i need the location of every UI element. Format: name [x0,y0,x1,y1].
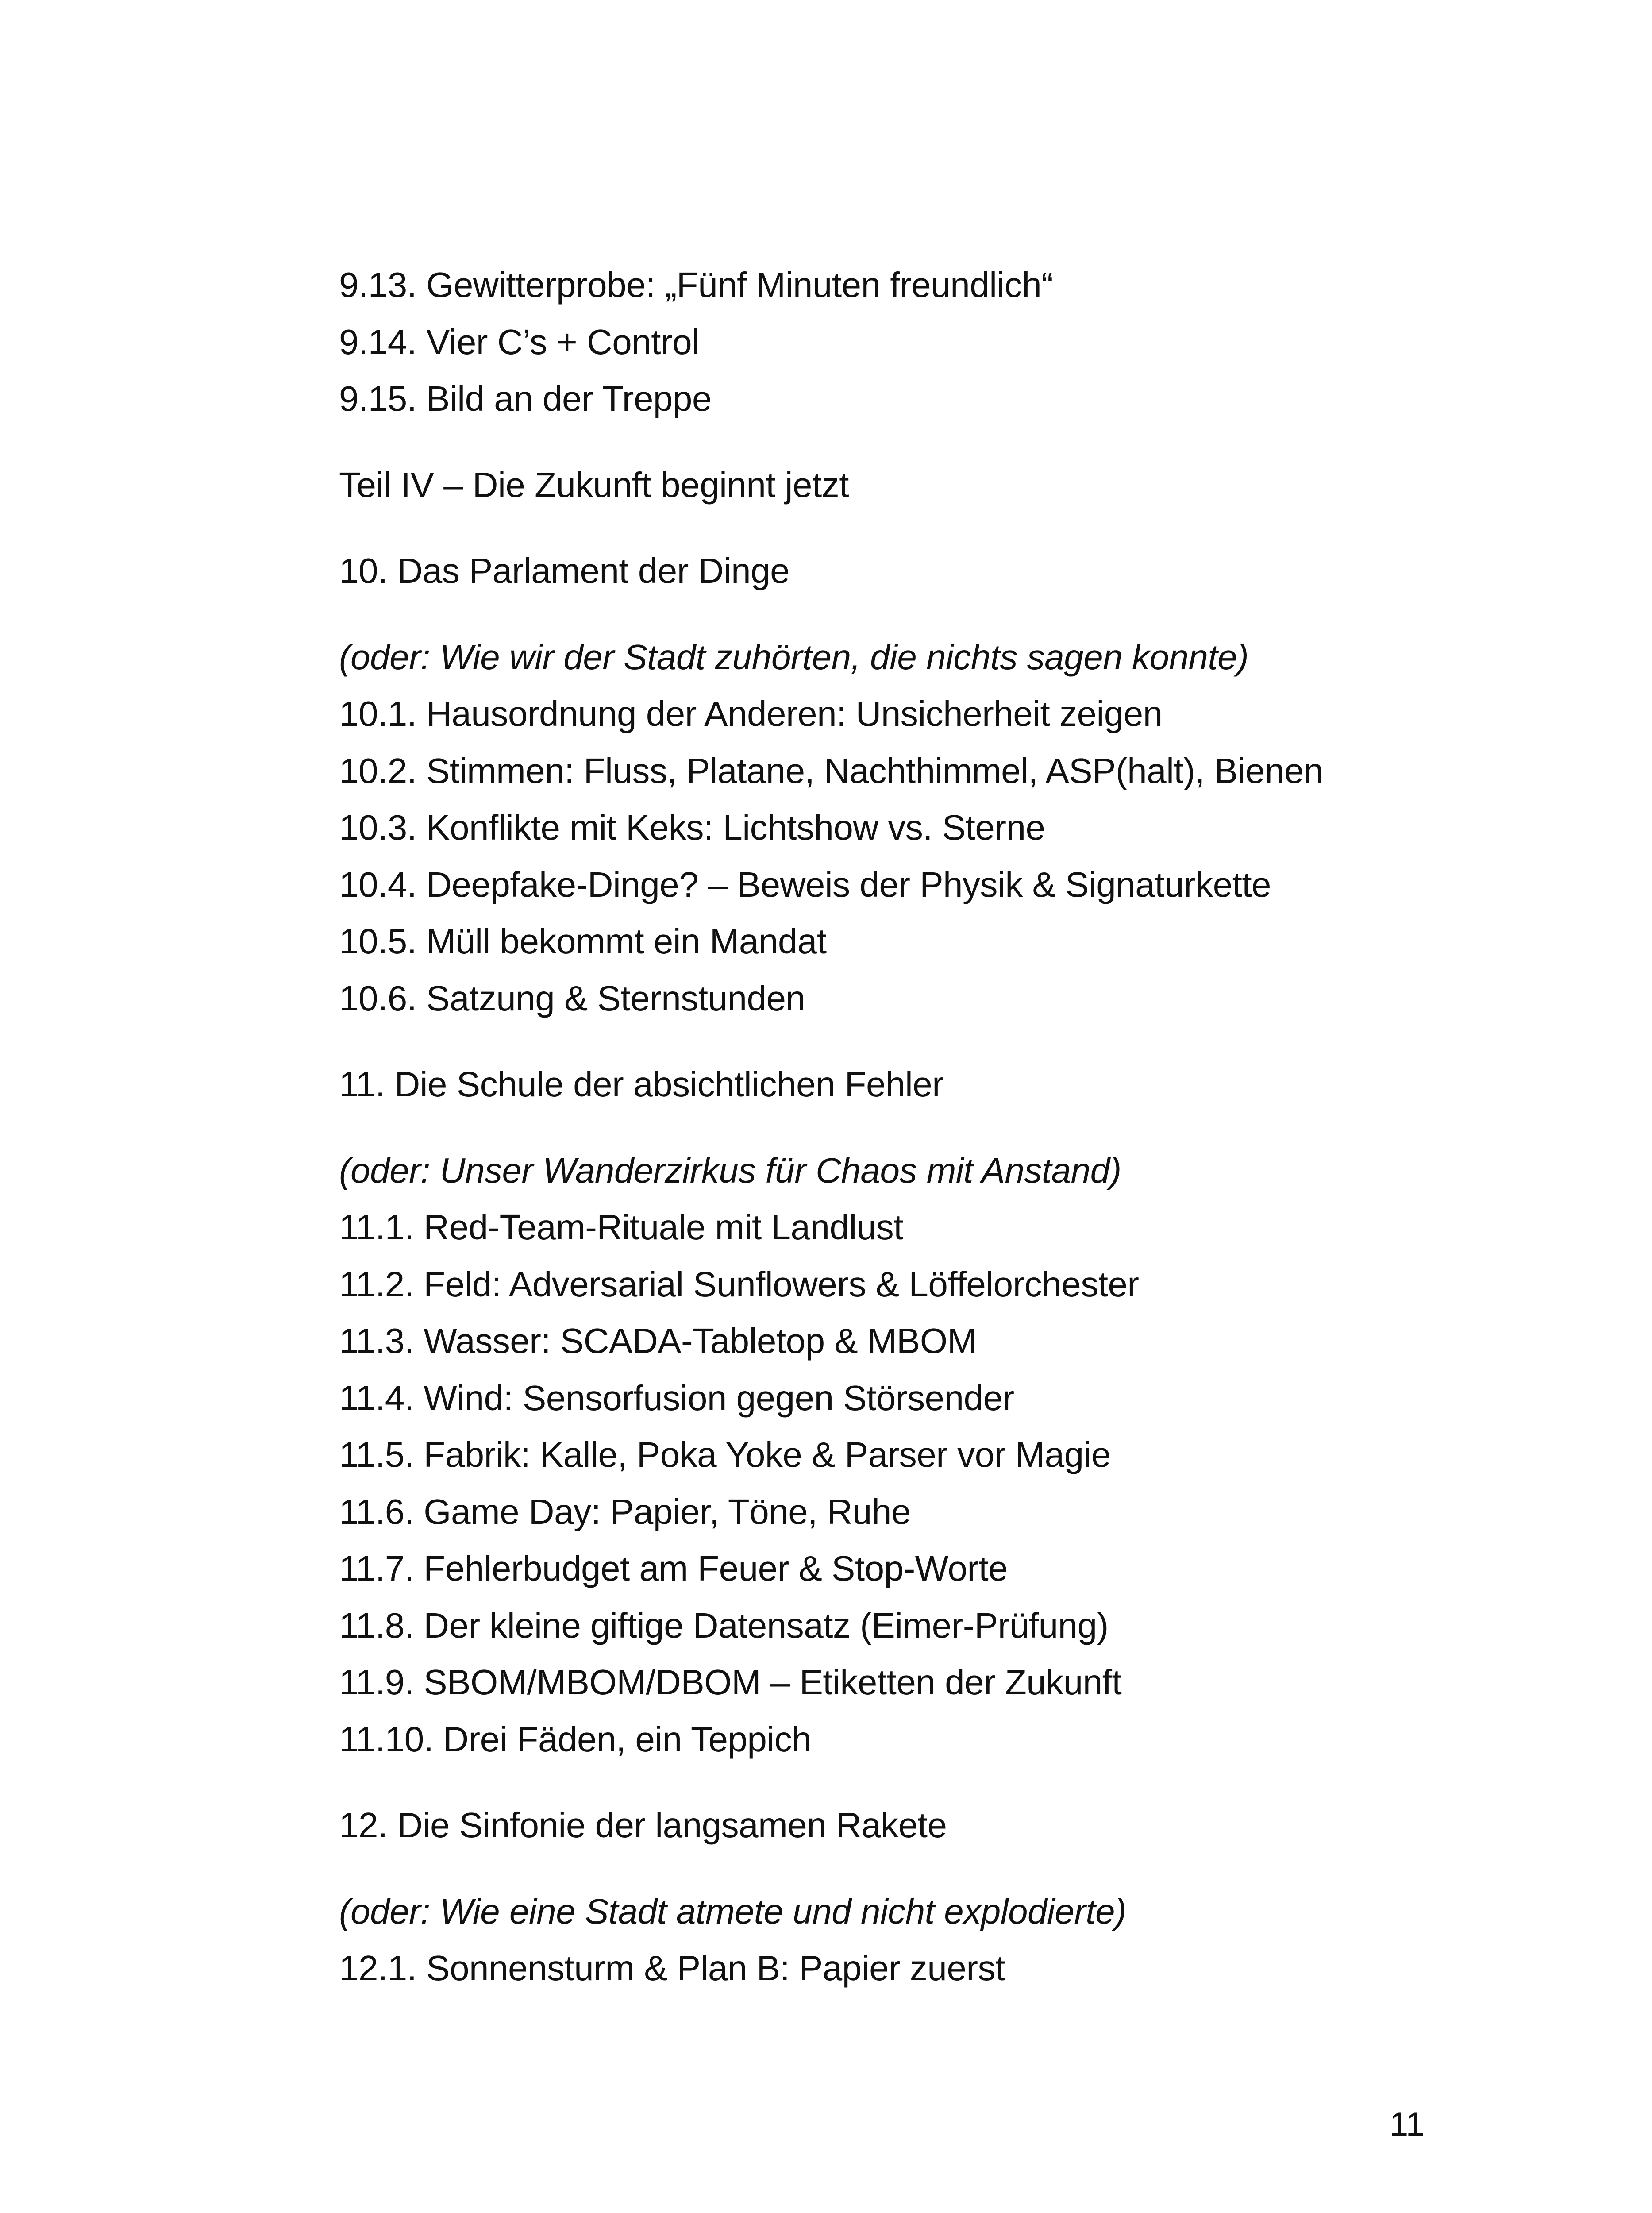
toc-entry-11-7: 11.7. Fehlerbudget am Feuer & Stop-Worte [339,1549,1008,1588]
chapter-10-subtitle: (oder: Wie wir der Stadt zuhörten, die nichts sagen konnte) [339,637,1249,677]
toc-entry-9-15: 9.15. Bild an der Treppe [339,379,712,418]
table-of-contents [339,257,1490,1997]
chapter-12-subtitle: (oder: Wie eine Stadt atmete und nicht explodierte) [339,1891,1127,1931]
chapter-10-title: 10. Das Parlament der Dinge [339,551,790,590]
part-title: Teil IV – Die Zukunft beginnt jetzt [339,465,849,505]
toc-entry-11-5: 11.5. Fabrik: Kalle, Poka Yoke & Parser vor Magie [339,1435,1111,1474]
toc-entry-10-2: 10.2. Stimmen: Fluss, Platane, Nachthimmel, ASP(halt), Bienen [339,751,1323,790]
chapter-12-title: 12. Die Sinfonie der langsamen Rakete [339,1805,947,1845]
toc-entry-11-10: 11.10. Drei Fäden, ein Teppich [339,1719,812,1759]
toc-entry-9-13: 9.13. Gewitterprobe: „Fünf Minuten freundlich“ [339,265,1053,305]
toc-entry-10-1: 10.1. Hausordnung der Anderen: Unsicherheit zeigen [339,694,1163,733]
toc-entry-11-3: 11.3. Wasser: SCADA-Tabletop & MBOM [339,1321,977,1361]
chapter-12-entries [339,1940,1490,1997]
toc-entry-10-5: 10.5. Müll bekommt ein Mandat [339,921,827,961]
toc-entry-11-1: 11.1. Red-Team-Rituale mit Landlust [339,1207,903,1247]
chapter-11-subtitle: (oder: Unser Wanderzirkus für Chaos mit Anstand) [339,1150,1121,1190]
section-9-entries [339,257,1490,428]
toc-entry-9-14: 9.14. Vier C’s + Control [339,322,700,362]
chapter-10-entries [339,686,1490,1027]
toc-entry-12-1: 12.1. Sonnensturm & Plan B: Papier zuerst [339,1948,1005,1988]
chapter-11-title: 11. Die Schule der absichtlichen Fehler [339,1064,944,1104]
chapter-11-entries [339,1199,1490,1768]
toc-entry-11-2: 11.2. Feld: Adversarial Sunflowers & Löffelorchester [339,1264,1139,1304]
toc-entry-10-6: 10.6. Satzung & Sternstunden [339,978,805,1018]
page-number: 11 [1390,2105,1425,2143]
toc-entry-10-3: 10.3. Konflikte mit Keks: Lichtshow vs. Sterne [339,808,1045,847]
toc-entry-10-4: 10.4. Deepfake-Dinge? – Beweis der Physik & Signaturkette [339,864,1271,904]
toc-entry-11-9: 11.9. SBOM/MBOM/DBOM – Etiketten der Zukunft [339,1662,1122,1702]
toc-entry-11-4: 11.4. Wind: Sensorfusion gegen Störsender [339,1378,1014,1418]
toc-entry-11-6: 11.6. Game Day: Papier, Töne, Ruhe [339,1492,911,1531]
toc-entry-11-8: 11.8. Der kleine giftige Datensatz (Eimer-Prüfung) [339,1605,1109,1645]
